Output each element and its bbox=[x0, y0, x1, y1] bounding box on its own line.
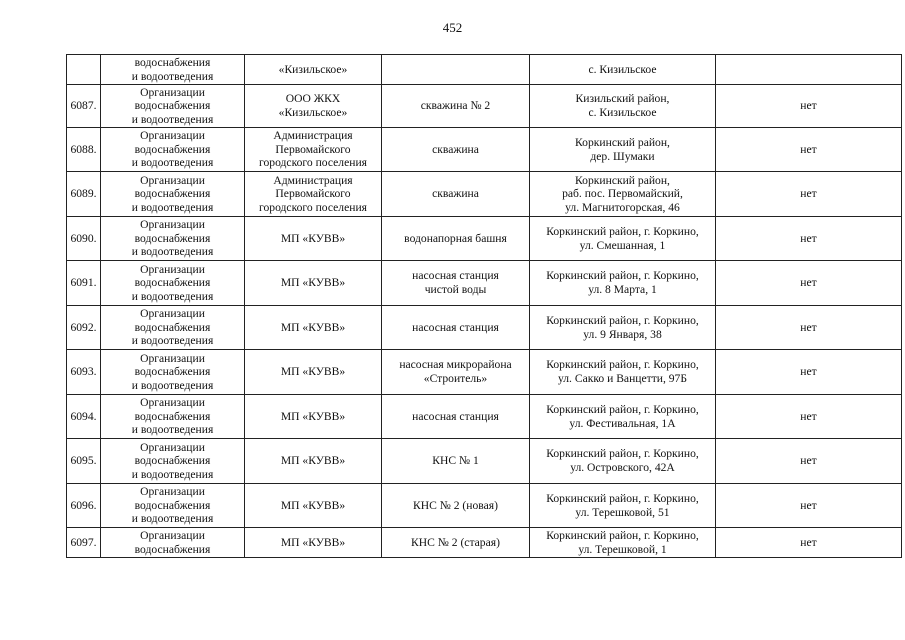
owner-name-line: МП «КУВВ» bbox=[280, 535, 346, 549]
object-address-line: Коркинский район, г. Коркино, bbox=[546, 269, 699, 283]
object-address-line: Коркинский район, г. Коркино, bbox=[546, 224, 699, 238]
table-row bbox=[67, 439, 902, 484]
object-name-line: насосная станция bbox=[412, 320, 499, 334]
object-address-line: ул. 8 Марта, 1 bbox=[588, 283, 657, 296]
owner-name bbox=[245, 306, 382, 350]
object-address-line: ул. Островского, 42А bbox=[570, 461, 675, 474]
owner-name-line: МП «КУВВ» bbox=[280, 454, 346, 468]
table-row bbox=[67, 528, 902, 558]
object-name-line: чистой воды bbox=[424, 283, 487, 296]
organization-type-line: Организации bbox=[140, 173, 205, 187]
organization-type-line: водоснабжения bbox=[134, 320, 211, 334]
organization-type bbox=[101, 261, 245, 306]
owner-name-line: Администрация bbox=[273, 173, 353, 187]
organization-type-line: и водоотведения bbox=[131, 200, 214, 214]
object-address-line: Коркинский район, г. Коркино, bbox=[546, 358, 699, 372]
object-name bbox=[382, 217, 530, 261]
organization-type-line: Организации bbox=[140, 129, 205, 143]
owner-name bbox=[245, 128, 382, 172]
object-address bbox=[530, 217, 716, 261]
table-row bbox=[67, 217, 902, 261]
object-name bbox=[382, 484, 530, 528]
organization-type bbox=[101, 350, 245, 395]
table-row bbox=[67, 306, 902, 350]
object-address-line: раб. пос. Первомайский, bbox=[562, 187, 683, 201]
organization-type-line: Организации bbox=[140, 440, 205, 454]
object-address bbox=[530, 528, 716, 558]
owner-name-line: МП «КУВВ» bbox=[280, 320, 346, 334]
object-name bbox=[382, 306, 530, 350]
object-name-line: скважина bbox=[432, 142, 479, 156]
organization-type-line: Организации bbox=[140, 351, 205, 365]
object-address-line: Кизильский район, bbox=[575, 92, 670, 106]
organization-type-line: водоснабжения bbox=[134, 498, 211, 512]
organization-type-line: и водоотведения bbox=[131, 512, 214, 526]
status-cell: нет bbox=[716, 172, 902, 217]
object-name bbox=[382, 261, 530, 306]
organization-type-line: водоснабжения bbox=[134, 142, 211, 156]
table-row bbox=[67, 85, 902, 128]
organization-type-line: и водоотведения bbox=[131, 112, 214, 126]
object-name-line: КНС № 1 bbox=[432, 454, 479, 468]
organization-type-line: и водоотведения bbox=[131, 378, 214, 392]
object-name-line: КНС № 2 (старая) bbox=[411, 535, 500, 549]
object-address-line: Коркинский район, г. Коркино, bbox=[546, 491, 699, 505]
row-number: 6092. bbox=[67, 306, 101, 350]
organization-type-line: и водоотведения bbox=[131, 334, 214, 348]
object-address bbox=[530, 261, 716, 306]
organization-type-line: и водоотведения bbox=[131, 467, 214, 481]
row-number bbox=[67, 55, 101, 85]
organization-type-line: водоснабжения bbox=[134, 542, 211, 556]
status-cell: нет bbox=[716, 85, 902, 128]
object-address bbox=[530, 55, 716, 85]
object-address bbox=[530, 85, 716, 128]
table-row bbox=[67, 172, 902, 217]
table-row bbox=[67, 484, 902, 528]
object-name bbox=[382, 172, 530, 217]
organization-type-line: Организации bbox=[140, 85, 205, 99]
organization-type bbox=[101, 395, 245, 439]
organization-type bbox=[101, 55, 245, 85]
organization-type-line: Организации bbox=[140, 485, 205, 499]
organization-type bbox=[101, 85, 245, 128]
owner-name bbox=[245, 484, 382, 528]
object-address bbox=[530, 128, 716, 172]
row-number: 6087. bbox=[67, 85, 101, 128]
organization-type-line: Организации bbox=[140, 218, 205, 232]
status-cell: нет bbox=[716, 484, 902, 528]
organization-type-line: водоснабжения bbox=[134, 55, 211, 69]
object-name bbox=[382, 85, 530, 128]
object-address-line: ул. Сакко и Ванцетти, 97Б bbox=[557, 372, 688, 385]
object-name-line: водонапорная башня bbox=[404, 231, 507, 245]
organization-type-line: и водоотведения bbox=[131, 69, 214, 83]
organization-type-line: и водоотведения bbox=[131, 156, 214, 170]
row-number: 6095. bbox=[67, 439, 101, 484]
owner-name bbox=[245, 350, 382, 395]
object-name-line: насосная станция bbox=[412, 269, 499, 283]
owner-name-line: Администрация bbox=[273, 129, 353, 143]
object-name bbox=[382, 128, 530, 172]
organization-type-line: водоснабжения bbox=[134, 365, 211, 379]
status-cell bbox=[716, 55, 902, 85]
table-row bbox=[67, 350, 902, 395]
object-address bbox=[530, 395, 716, 439]
object-address bbox=[530, 439, 716, 484]
owner-name-line: МП «КУВВ» bbox=[280, 498, 346, 512]
organization-type-line: водоснабжения bbox=[134, 454, 211, 468]
organization-type-line: водоснабжения bbox=[134, 409, 211, 423]
object-address bbox=[530, 172, 716, 217]
owner-name bbox=[245, 172, 382, 217]
owner-name bbox=[245, 85, 382, 128]
object-name-line: насосная станция bbox=[412, 409, 499, 423]
status-cell: нет bbox=[716, 528, 902, 558]
status-cell: нет bbox=[716, 128, 902, 172]
status-cell: нет bbox=[716, 306, 902, 350]
object-name bbox=[382, 350, 530, 395]
organization-type bbox=[101, 484, 245, 528]
row-number: 6096. bbox=[67, 484, 101, 528]
table-row bbox=[67, 55, 902, 85]
row-number: 6093. bbox=[67, 350, 101, 395]
organization-type bbox=[101, 172, 245, 217]
owner-name-line: МП «КУВВ» bbox=[280, 276, 346, 290]
row-number: 6088. bbox=[67, 128, 101, 172]
organization-type-line: и водоотведения bbox=[131, 423, 214, 437]
owner-name-line: МП «КУВВ» bbox=[280, 365, 346, 379]
object-address-line: Коркинский район, г. Коркино, bbox=[546, 402, 699, 416]
organization-type-line: водоснабжения bbox=[134, 99, 211, 113]
organization-type-line: Организации bbox=[140, 307, 205, 321]
owner-name-line: городского поселения bbox=[259, 200, 367, 214]
object-name-line: «Строитель» bbox=[423, 372, 488, 385]
row-number: 6089. bbox=[67, 172, 101, 217]
owner-name-line: городского поселения bbox=[259, 156, 367, 170]
organization-type bbox=[101, 439, 245, 484]
table-row bbox=[67, 261, 902, 306]
owner-name-line: Первомайского bbox=[275, 142, 351, 156]
status-cell: нет bbox=[716, 395, 902, 439]
organization-type-line: и водоотведения bbox=[131, 245, 214, 259]
object-address-line: ул. Терешковой, 51 bbox=[575, 505, 670, 519]
status-cell: нет bbox=[716, 350, 902, 395]
owner-name bbox=[245, 55, 382, 85]
owner-name bbox=[245, 261, 382, 306]
owner-name-line: ООО ЖКХ bbox=[285, 92, 341, 106]
object-name-line: скважина № 2 bbox=[420, 99, 491, 113]
object-address bbox=[530, 484, 716, 528]
organization-type-line: Организации bbox=[140, 528, 205, 542]
organization-type bbox=[101, 128, 245, 172]
row-number: 6094. bbox=[67, 395, 101, 439]
object-address-line: Коркинский район, г. Коркино, bbox=[546, 447, 699, 461]
status-cell: нет bbox=[716, 439, 902, 484]
organization-type-line: и водоотведения bbox=[131, 289, 214, 303]
organization-type-line: Организации bbox=[140, 396, 205, 410]
owner-name-line: МП «КУВВ» bbox=[280, 409, 346, 423]
organization-type-line: водоснабжения bbox=[134, 187, 211, 201]
owner-name bbox=[245, 395, 382, 439]
object-address-line: Коркинский район, г. Коркино, bbox=[546, 528, 699, 542]
object-address-line: с. Кизильское bbox=[588, 106, 657, 119]
row-number: 6091. bbox=[67, 261, 101, 306]
owner-name-line: «Кизильское» bbox=[278, 106, 348, 119]
row-number: 6097. bbox=[67, 528, 101, 558]
organization-type bbox=[101, 528, 245, 558]
owner-name bbox=[245, 439, 382, 484]
object-address bbox=[530, 306, 716, 350]
object-name-line: скважина bbox=[432, 187, 479, 201]
owner-name bbox=[245, 528, 382, 558]
object-address-line: ул. Магнитогорская, 46 bbox=[565, 200, 680, 214]
object-address-line: Коркинский район, bbox=[575, 135, 670, 149]
object-address bbox=[530, 350, 716, 395]
owner-name-line: МП «КУВВ» bbox=[280, 231, 346, 245]
registry-table bbox=[66, 54, 902, 558]
table-body bbox=[67, 55, 902, 558]
object-address-line: ул. 9 Января, 38 bbox=[583, 327, 662, 341]
object-name bbox=[382, 528, 530, 558]
owner-name bbox=[245, 217, 382, 261]
owner-name-line: Первомайского bbox=[275, 187, 351, 201]
organization-type-line: водоснабжения bbox=[134, 276, 211, 290]
organization-type-line: Организации bbox=[140, 262, 205, 276]
object-address-line: Коркинский район, г. Коркино, bbox=[546, 313, 699, 327]
organization-type bbox=[101, 217, 245, 261]
object-name-line: КНС № 2 (новая) bbox=[413, 498, 498, 512]
object-address-line: ул. Фестивальная, 1А bbox=[569, 416, 676, 430]
object-name bbox=[382, 395, 530, 439]
organization-type bbox=[101, 306, 245, 350]
owner-name-line: «Кизильское» bbox=[278, 62, 348, 76]
object-name bbox=[382, 55, 530, 85]
table-row bbox=[67, 128, 902, 172]
row-number: 6090. bbox=[67, 217, 101, 261]
page-number: 452 bbox=[442, 20, 463, 35]
object-address-line: ул. Смешанная, 1 bbox=[579, 238, 666, 252]
status-cell: нет bbox=[716, 261, 902, 306]
object-address-line: ул. Терешковой, 1 bbox=[578, 542, 667, 556]
status-cell: нет bbox=[716, 217, 902, 261]
table-row bbox=[67, 395, 902, 439]
organization-type-line: водоснабжения bbox=[134, 231, 211, 245]
object-name-line: насосная микрорайона bbox=[399, 358, 512, 372]
object-address-line: с. Кизильское bbox=[588, 62, 657, 76]
object-address-line: дер. Шумаки bbox=[590, 149, 655, 163]
object-address-line: Коркинский район, bbox=[575, 173, 670, 187]
object-name bbox=[382, 439, 530, 484]
